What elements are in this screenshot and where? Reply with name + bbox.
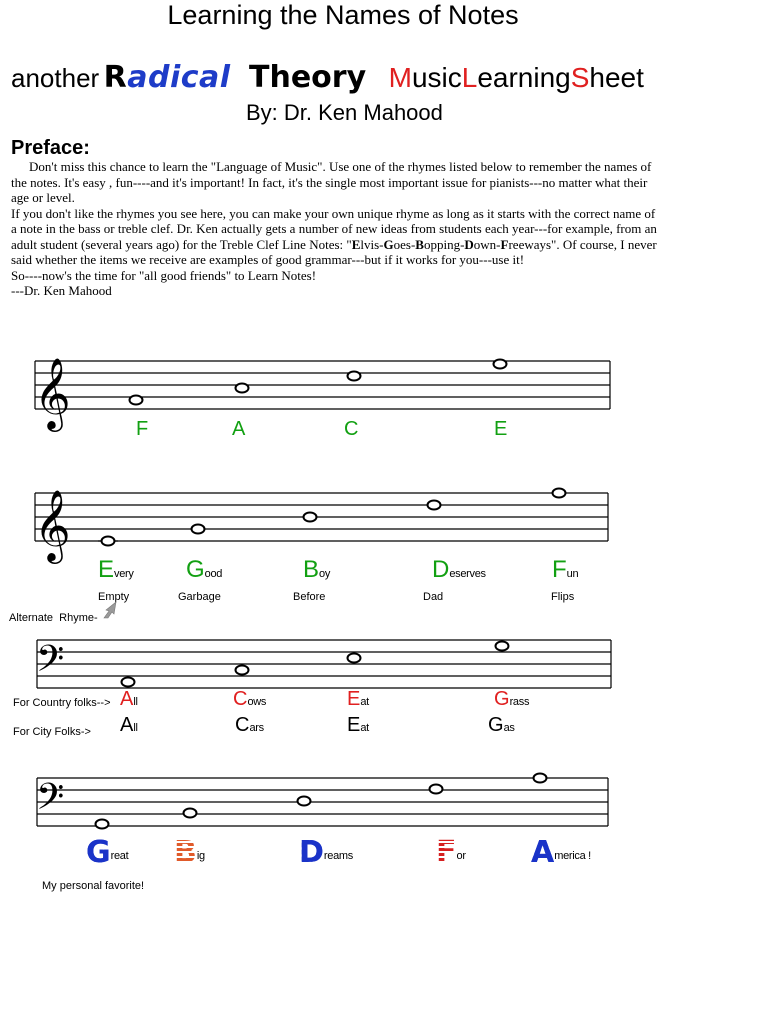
word-rest: merica !	[554, 850, 591, 862]
word-rest: or	[456, 850, 466, 862]
preface-p2-intro: If you don't like the rhymes you see here, you can make your own unique rhyme as long as it starts with the correct name of a note in the bass or treble clef. Dr. Ken actually gets a number of new ideas from students each year---for example, from an adult student (several years ago) for the Treble Clef Line Notes: "	[11, 205, 657, 252]
country-folks-label: For Country folks-->	[13, 697, 111, 709]
word-initial: D	[432, 556, 450, 583]
note-f	[430, 785, 443, 794]
radical-rest: adical	[127, 60, 231, 95]
city-word-cars	[235, 714, 264, 737]
pointer-arrow-icon	[100, 600, 120, 620]
note-b	[304, 513, 317, 522]
alternate-rhyme-label: Alternate Rhyme-	[9, 612, 98, 624]
down-initial: D	[464, 236, 474, 252]
favorite-word-big	[174, 835, 205, 870]
space-letter-f: F	[136, 418, 149, 440]
header-radical	[104, 60, 231, 95]
note-a	[534, 774, 547, 783]
word-initial: A	[120, 714, 134, 736]
word-initial: E	[98, 556, 115, 583]
note-g	[192, 525, 205, 534]
notes	[130, 360, 507, 405]
favorite-word-great	[86, 835, 129, 870]
word-rest: as	[503, 722, 515, 734]
learning-initial: L	[461, 62, 478, 93]
note-e	[348, 654, 361, 663]
word-rest: ood	[204, 568, 223, 580]
staff-lines	[35, 493, 608, 541]
word-rest: eserves	[449, 568, 486, 580]
space-letter-c: C	[344, 418, 359, 440]
elvis-initial: E	[351, 236, 361, 252]
header-another: another	[11, 63, 100, 93]
word-rest: reams	[323, 850, 353, 862]
note-g	[496, 642, 509, 651]
treble-clef-icon: 𝄞	[34, 356, 71, 429]
radical-initial: R	[103, 60, 128, 95]
city-folks-label: For City Folks->	[13, 726, 91, 738]
flag-letter-f: F	[436, 835, 457, 870]
word-rest: ars	[249, 722, 264, 734]
word-initial: G	[488, 714, 504, 736]
flag-letter-a: A	[531, 835, 555, 870]
word-initial: G	[494, 688, 510, 710]
page-title: Learning the Names of Notes	[167, 0, 519, 30]
preface-heading: Preface:	[11, 137, 90, 159]
freeways-initial: F	[500, 236, 509, 252]
word-rest: ll	[133, 722, 138, 734]
goes-rest: oes-	[393, 236, 416, 252]
bass-staff-lines	[0, 765, 768, 835]
alt-word-empty: Empty	[98, 591, 130, 603]
rhyme-word-boy	[303, 556, 330, 584]
favorite-word-america	[531, 835, 591, 870]
alt-word-before: Before	[293, 591, 326, 603]
word-initial: B	[303, 556, 320, 583]
word-initial: E	[347, 714, 361, 736]
bass-staff-spaces	[0, 630, 768, 700]
note-f	[553, 489, 566, 498]
preface-paragraph-2	[11, 206, 661, 268]
flag-letter-g: G	[86, 835, 111, 870]
music-initial: M	[388, 62, 412, 93]
favorite-word-dreams	[299, 835, 353, 870]
byline: By: Dr. Ken Mahood	[246, 100, 443, 125]
word-initial: F	[552, 556, 567, 583]
notes	[96, 774, 547, 829]
city-word-eat	[347, 714, 369, 737]
note-e	[102, 537, 115, 546]
bopping-initial: B	[415, 236, 424, 252]
preface-paragraph-4: ---Dr. Ken Mahood	[11, 283, 112, 298]
word-rest: at	[360, 722, 369, 734]
alt-word-garbage: Garbage	[178, 591, 221, 603]
staff-lines	[35, 361, 610, 409]
alt-word-dad: Dad	[423, 591, 444, 603]
rhyme-word-every	[98, 556, 134, 584]
country-word-eat	[347, 688, 369, 711]
preface-text	[11, 159, 661, 299]
treble-staff-lines	[0, 470, 768, 560]
city-word-all	[120, 714, 138, 737]
rhyme-word-good	[186, 556, 222, 584]
flag-letter-d: D	[299, 835, 324, 870]
word-rest: un	[566, 568, 579, 580]
note-d	[298, 797, 311, 806]
staff-lines	[37, 778, 608, 826]
country-word-grass	[494, 688, 529, 711]
note-g	[96, 820, 109, 829]
music-rest: usic	[411, 62, 462, 93]
word-initial: C	[235, 714, 250, 736]
preface-p2-end: reeways". Of course, I never said whether the items we receive are examples of good grammar---but if it works for you---use it!	[11, 236, 657, 267]
flag-letter-b: B	[174, 835, 197, 870]
favorite-note: My personal favorite!	[42, 880, 145, 892]
treble-staff-spaces	[0, 330, 768, 429]
header-music-learning-sheet	[389, 62, 644, 93]
header-theory: Theory	[249, 60, 367, 95]
word-initial: A	[120, 688, 134, 710]
sheet-rest: heet	[589, 62, 644, 93]
bass-clef-icon: 𝄢	[36, 776, 65, 827]
note-d	[428, 501, 441, 510]
country-word-all	[120, 688, 138, 711]
bopping-rest: opping-	[423, 236, 465, 252]
word-rest: very	[114, 568, 134, 580]
word-rest: ows	[247, 696, 267, 708]
rhyme-word-deserves	[432, 556, 486, 584]
rhyme-word-fun	[552, 556, 578, 584]
note-f	[130, 396, 143, 405]
word-initial: E	[347, 688, 361, 710]
city-word-gas	[488, 714, 515, 737]
goes-initial: G	[383, 236, 394, 252]
word-initial: C	[233, 688, 248, 710]
word-rest: oy	[319, 568, 331, 580]
word-rest: at	[360, 696, 369, 708]
preface-paragraph-3: So----now's the time for "all good friends" to Learn Notes!	[11, 267, 317, 283]
note-c	[348, 372, 361, 381]
country-word-cows	[233, 688, 266, 711]
note-a	[236, 384, 249, 393]
treble-clef-icon: 𝄞	[34, 488, 71, 561]
note-c	[236, 666, 249, 675]
note-e	[494, 360, 507, 369]
series-header	[11, 60, 644, 95]
word-initial: G	[186, 556, 205, 583]
elvis-rest: lvis-	[360, 236, 384, 252]
note-b	[184, 809, 197, 818]
sheet-initial: S	[570, 62, 590, 93]
word-rest: rass	[509, 696, 530, 708]
space-letter-a: A	[232, 418, 246, 440]
learning-rest: earning	[477, 62, 571, 93]
word-rest: reat	[110, 850, 129, 862]
word-rest: ig	[196, 850, 205, 862]
space-letter-e: E	[494, 418, 508, 440]
favorite-word-for	[436, 835, 466, 870]
bass-clef-icon: 𝄢	[36, 638, 65, 689]
alt-word-flips: Flips	[551, 591, 575, 603]
note-a	[122, 678, 135, 687]
down-rest: own-	[473, 236, 501, 252]
preface-paragraph-1: Don't miss this chance to learn the "Language of Music". Use one of the rhymes listed below to remember the names of the notes. It's easy , fun----and it's important! In fact, it's the single most important issue for pianists---no matter what their age or level.	[11, 159, 652, 205]
word-rest: ll	[133, 696, 138, 708]
